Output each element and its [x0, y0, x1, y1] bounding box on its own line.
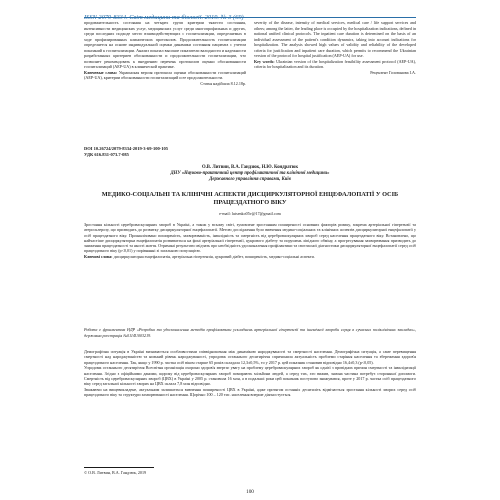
- article-meta: [84, 146, 416, 158]
- previous-keywords-ru-text: Украинская версия протокола оценки обоснованности госпитализаций (AEP-UA), критерии обоснованности госпитализаций и ее продолжительности.: [84, 69, 246, 81]
- previous-abstract-en: [254, 20, 416, 75]
- body-paragraph-2: Упродовж останнього десятиріччя Всесвітня організація охорони здоров'я звертає увагу на проблему цереброваскулярних хвороб як однієї з провідних причин смертності та інвалідизації населення. Згідно з офіційними даними, щороку від цереброваскулярних хвороб помирають мільйони людей, а серед тих, хто вижив, значна частина потребує сторонньої допомоги. Смертність від цереброваскулярних хвороб (ЦВХ) в Україні у 2005 р. становила 16 млн, а в подальші роки цей показник поступово знижувався, проте у 2017 р. частка осіб працездатного віку серед загальної кількості хворих на ЦВХ склала 7,8 млн відповідно.: [84, 365, 416, 387]
- authors-block: [84, 165, 416, 184]
- article-body: [84, 349, 416, 398]
- abstract-text: Зростання кількості цереброваскулярних хвороб в Україні, а також у всьому світі, зумовлене зростанням поширеності основних факторів ризику, зокрема артеріальної гіпертензії та атеросклерозу, що призводять до розвитку дисциркуляторної енцефалопатії. Метою дослідження було вивчення медико-соціальних та клінічних аспектів дисциркуляторної енцефалопатії у осіб працездатного віку. Проаналізовано поширеність, захворюваність, інвалідність та смертність від цереброваскулярних хвороб серед населення працездатного віку. Встановлено, що найчастіше дисциркуляторна енцефалопатія розвивається на фоні артеріальної гіпертензії, цукрового діабету та порушень ліпідного обміну, а прогресування захворювання призводить до зниження працездатності та якості життя. Отримані результати свідчать про необхідність удосконалення профілактики та своєчасної діагностики дисциркуляторної енцефалопатії серед осіб працездатного віку (p<0,01) у порівнянні зі загальною популяцією.: [84, 222, 416, 254]
- email: e-mail: lutsenko05v@17@gmail.com: [219, 211, 281, 216]
- abstract-keywords: [84, 254, 416, 259]
- body-paragraph-3: Зважаючи на вищевикладене, актуальним залишається вивчення поширеності ЦВХ в Україні, адже протягом останніх десятиліть відмічається зростання кількості хворих серед осіб працездатного віку та структури захворюваності населення. Щорічно 100 – 120 тис. населення вперше діагностується.: [84, 386, 416, 398]
- article-title: МЕДИКО-СОЦІАЛЬНІ ТА КЛІНІЧНІ АСПЕКТИ ДИСЦИРКУЛЯТОРНОЇ ЕНЦЕФАЛОПАТІЇ У ОСІБ ПРАЦЕЗДАТНОГО ВІКУ: [101, 191, 399, 206]
- abstract: [84, 222, 416, 259]
- udc: УДК 616.831-073.7-085: [84, 151, 129, 157]
- copyright-footnote: © О.В. Литвин, В.А. Гандзюк, 2019: [84, 470, 147, 475]
- funding-note: Робота є фрагментом НДР «Розробка та удосконалення методів профілактики ускладнень артеріальної гіпертензії та ішемічної хвороби серця в сучасних поліклінічних закладах», державна реєстрація №0114U003219.: [84, 327, 416, 338]
- doi: DOI 10.26724/2079-8334-2019-3-69-100-105: [84, 146, 168, 151]
- header-divider: [84, 17, 416, 18]
- footnote-divider: [84, 467, 154, 468]
- previous-keywords-ru-label: Ключевые слова:: [84, 69, 118, 75]
- author-names: О.В. Литвин, В.А. Гандзюк, Н.Ю. Кондратюк: [201, 165, 299, 170]
- page-number: 100: [246, 489, 254, 495]
- previous-keywords-en-text: Ukrainian version of the hospitalization feasibility assessment protocol (AEP-UA), criteria for hospitalization and its duration.: [254, 58, 416, 70]
- abstract-keywords-label: Ключові слова:: [84, 253, 113, 259]
- previous-abstract-en-text: severity of the disease, intensity of medical services, medical care / life support services and others; among the latter, the leading place is occupied by the hospitalization indications, defined in national unified clinical protocols. The inpatient care duration is determined on the basis of an individual assessment of the patient's condition dynamics, taking into account indications for hospitalization. The analysis showed high values of validity and reliability of the developed criteria for justification and inpatient care duration, which permits to recommend the Ukrainian version of the protocol for hospital justification (AEP-UA) for use.: [254, 20, 416, 59]
- previous-keywords-en-label: Key words:: [254, 58, 275, 64]
- received-date: Статья надійшла 8.12.18р.: [200, 81, 246, 87]
- reviewer: Рецензент Голованова І.А.: [370, 69, 416, 75]
- previous-abstract-ru: [84, 20, 246, 87]
- previous-abstract-ru-text: продовжительность состояния на четырех групп критерии тяжести состояния, интенсивности медицинских услуг, медицинских услуг среди многопрофильных и других, среди последних подходе место взаимодействующих с госпитализации, определяемых в ходе профилированных клинических протоколов. Продолжительность госпитализации определяется на основе индивидуальной оценки динамики состояния пациента с учетом показаний к госпитализации. Анализ показал высокие показатели валидности и надежности разработанных критериев обоснованности и продолжительности госпитализации, что позволяет рекомендовать к внедрению перечень протоколов оценки обоснованности госпитализаций (AEP-UA) в клинической практике.: [84, 20, 246, 70]
- affiliation-1: ДНУ «Науково-практичний центр профілактичної та клінічної медицини»: [170, 171, 330, 177]
- abstract-keywords-text: дисциркуляторна енцефалопатія, артеріальна гіпертензія, цукровий діабет, поширеність, медико-соціальні аспекти.: [113, 253, 315, 259]
- affiliation-2: Державного управління справами, Київ: [209, 177, 291, 183]
- body-paragraph-1: Демографічна ситуація в Україні визначається особливостями співвідношення між динамікою народжуваності та смертності населення. Демографічна ситуація, а саме перевищення смертності над народжуваністю та низький рівень народжуваності, упродовж останнього десятиріччя спричинила актуальність проблеми старіння населення та збереження здоров'я працездатного населення. Так, якщо у 1990 р. частка осіб віком старше 65 років складала 12,3±0,5%, то у 2017 р. цей показник становив відповідно 16,4±0,3 (p<0,05).: [84, 349, 416, 365]
- previous-keywords-ru: [84, 70, 246, 81]
- previous-keywords-en: [254, 59, 416, 70]
